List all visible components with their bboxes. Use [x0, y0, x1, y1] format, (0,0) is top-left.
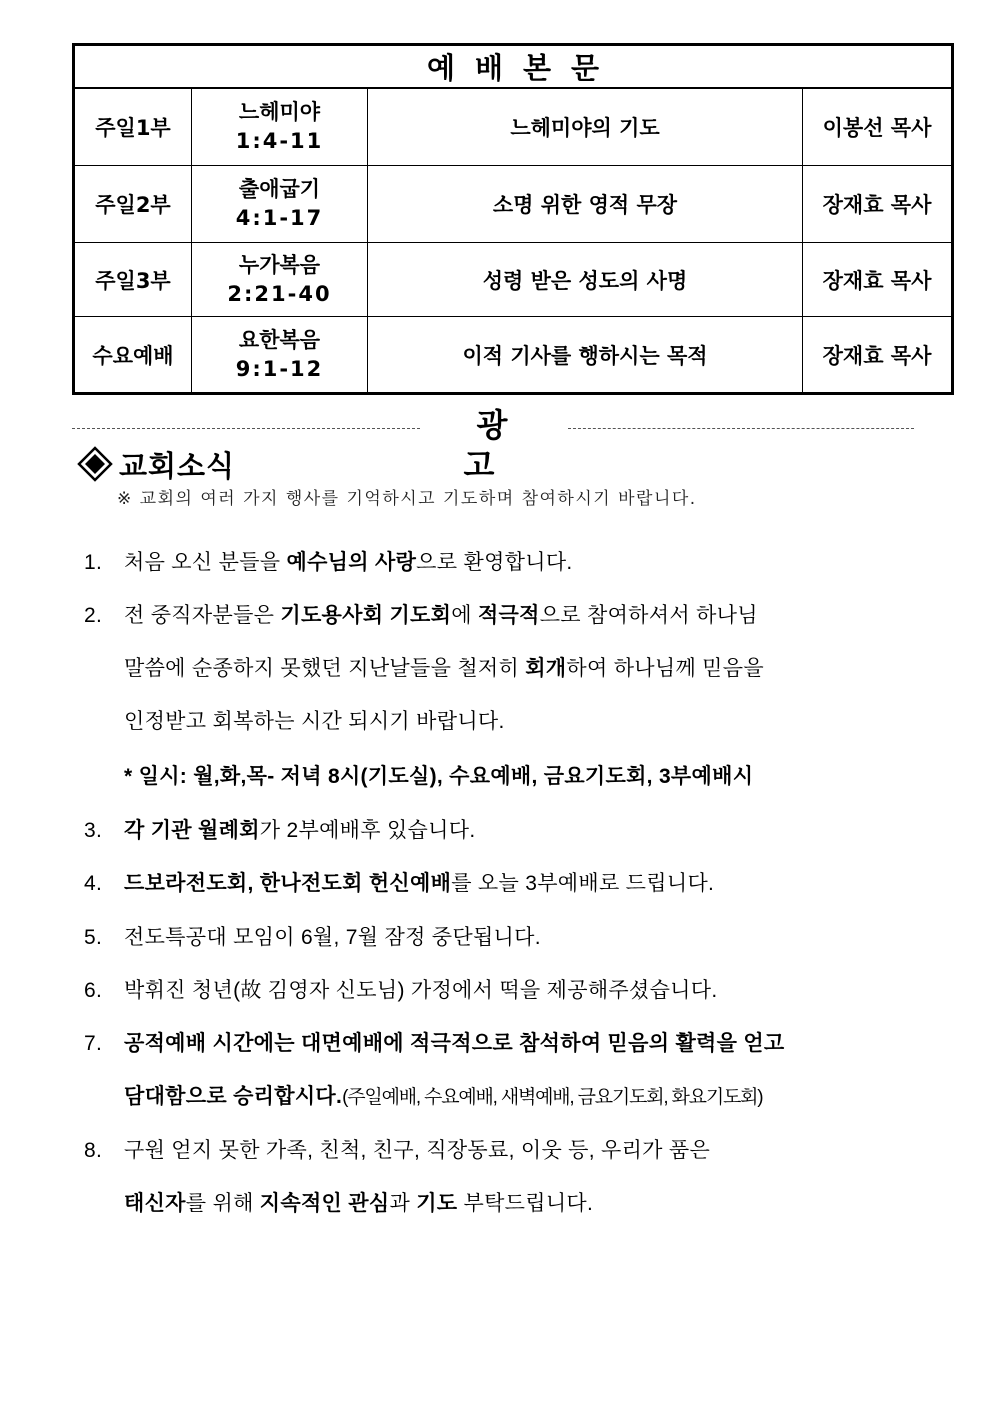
list-item [84, 540, 573, 586]
list-item [84, 1128, 710, 1174]
item-emphasis: 담대함으로 승리합시다. [124, 1085, 343, 1108]
item-text: 에 [451, 604, 478, 627]
item-text: 박휘진 청년(故 김영자 신도님) 가정에서 떡을 제공해주셨습니다. [124, 979, 718, 1002]
scripture [192, 243, 368, 317]
service-name: 주일2부 [74, 166, 192, 243]
item-text: 인정받고 회복하는 시간 되시기 바랍니다. [124, 710, 505, 733]
list-item-continuation [84, 699, 505, 745]
list-item-continuation [84, 1181, 593, 1227]
item-text: 말씀에 순종하지 못했던 지난날들을 철저히 [124, 657, 526, 680]
preacher: 이봉선 목사 [803, 88, 953, 166]
item-text: 부탁드립니다. [457, 1192, 594, 1215]
scripture-book: 출애굽기 [238, 177, 321, 201]
scripture [192, 317, 368, 394]
section-note: ※ 교회의 여러 가지 행사를 기억하시고 기도하며 참여하시기 바랍니다. [117, 489, 697, 509]
list-item-continuation [84, 646, 764, 692]
service-name: 주일3부 [74, 243, 192, 317]
item-text: 를 위해 [185, 1192, 260, 1215]
diamond-icon [77, 446, 113, 482]
list-item [84, 861, 714, 907]
scripture [192, 166, 368, 243]
dashed-rule-right [568, 428, 914, 429]
item-emphasis: 공적예배 시간에는 대면예배에 적극적으로 참석하여 믿음의 활력을 얻고 [124, 1032, 785, 1055]
sermon-title: 성령 받은 성도의 사명 [368, 243, 803, 317]
item-text: 구원 얻지 못한 가족, 친척, 친구, 직장동료, 이웃 등, 우리가 품은 [124, 1139, 711, 1162]
worship-table-title: 예배본문 [74, 45, 953, 89]
preacher: 장재효 목사 [803, 243, 953, 317]
item-number: 1. [84, 551, 103, 574]
item-number: 7. [84, 1032, 103, 1055]
item-note: (주일예배, 수요예배, 새벽예배, 금요기도회, 화요기도회) [342, 1087, 763, 1108]
item-emphasis: 드보라전도회, 한나전도회 헌신예배 [124, 872, 452, 895]
scripture [192, 88, 368, 166]
item-number: 3. [84, 819, 103, 842]
preacher: 장재효 목사 [803, 166, 953, 243]
item-emphasis: 기도용사회 기도회 [280, 604, 452, 627]
item-text: 하여 하나님께 믿음을 [566, 657, 764, 680]
item-text: 으로 참여하셔서 하나님 [539, 604, 758, 627]
scripture-ref: 1:4-11 [235, 129, 324, 153]
table-row [74, 88, 953, 166]
item-number: 2. [84, 604, 103, 627]
item-text: 과 [389, 1192, 417, 1215]
item-number: 5. [84, 926, 103, 949]
item-text: 처음 오신 분들을 [124, 551, 287, 574]
scripture-ref: 9:1-12 [235, 356, 324, 381]
item-number: 6. [84, 979, 103, 1002]
item-text: 전 중직자분들은 [124, 604, 281, 627]
list-item-schedule [84, 754, 753, 800]
item-text: 전도특공대 모임이 6월, 7월 잠정 중단됩니다. [124, 926, 541, 949]
item-emphasis: 회개 [525, 657, 567, 680]
item-number: 8. [84, 1139, 103, 1162]
item-text: 를 오늘 3부예배로 드립니다. [451, 872, 715, 895]
table-row [74, 166, 953, 243]
item-text: 으로 환영합니다. [416, 551, 573, 574]
list-item-continuation [84, 1074, 762, 1121]
list-item [84, 593, 758, 639]
item-emphasis: 각 기관 월례회 [124, 819, 260, 842]
sermon-title: 느헤미야의 기도 [368, 88, 803, 166]
scripture-book: 누가복음 [238, 252, 321, 277]
list-item [84, 808, 475, 854]
item-number: 4. [84, 872, 103, 895]
sermon-title: 소명 위한 영적 무장 [368, 166, 803, 243]
item-emphasis: 적극적 [477, 604, 540, 627]
sermon-title: 이적 기사를 행하시는 목적 [368, 317, 803, 394]
service-name: 주일1부 [74, 88, 192, 166]
scripture-book: 느헤미야 [238, 100, 321, 124]
worship-table [72, 43, 954, 395]
item-emphasis: 지속적인 관심 [259, 1192, 390, 1215]
item-emphasis: 태신자 [124, 1192, 186, 1215]
preacher: 장재효 목사 [803, 317, 953, 394]
section-title: 교회소식 [119, 448, 236, 483]
item-emphasis: 예수님의 사랑 [286, 551, 417, 574]
dashed-rule-left [72, 428, 420, 429]
table-row [74, 243, 953, 317]
item-text: 가 2부예배후 있습니다. [259, 819, 476, 842]
scripture-ref: 4:1-17 [235, 206, 324, 230]
list-item [84, 1021, 785, 1067]
ads-title: 광고 [463, 406, 534, 484]
item-emphasis: * 일시: 월,화,목- 저녁 8시(기도실), 수요예배, 금요기도회, 3부예배시 [124, 765, 754, 788]
item-emphasis: 기도 [416, 1192, 458, 1215]
table-row [74, 317, 953, 394]
list-item [84, 915, 541, 961]
section-heading [77, 442, 235, 486]
scripture-book: 요한복음 [238, 327, 321, 352]
service-name: 수요예배 [74, 317, 192, 394]
list-item [84, 968, 717, 1014]
scripture-ref: 2:21-40 [227, 281, 332, 306]
